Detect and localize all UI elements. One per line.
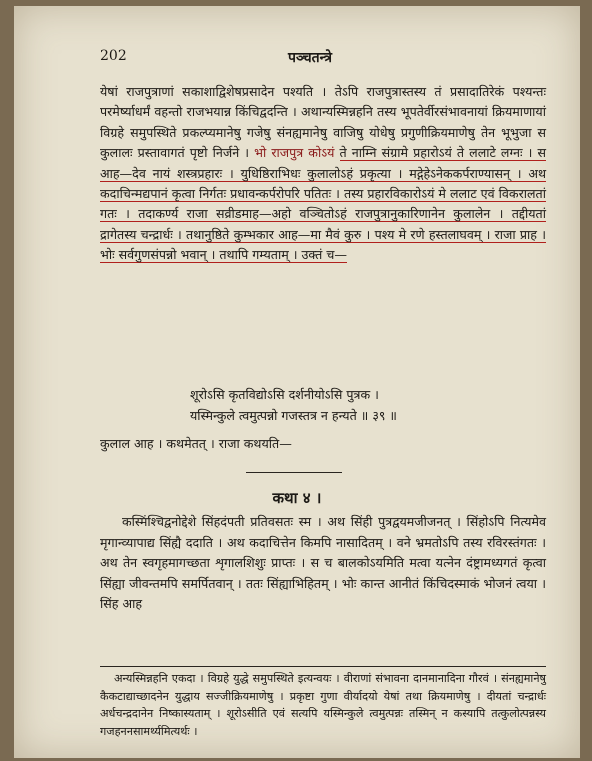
running-title: पञ्चतन्त्रे [288, 50, 332, 66]
main-text [100, 82, 546, 266]
section-divider [246, 472, 342, 473]
footnote-divider [100, 666, 546, 667]
text-segment: येषां राजपुत्राणां सकाशाद्विशेषप्रसादेन पश्यति । तेऽपि राजपुत्रास्तस्य तं प्रसादातिरेकं पश्यन्तः परमेर्ष्याधर्मं वहन्तो राजभयान्न किंचिद्वदन्ति । अथान्यस्मिन्नहनि तस्य भूपतेर्वीरसंभावनायां क्रियमाणायां विग्रहे समुपस्थिते प्रकल्प्यमानेषु गजेषु संनह्यमानेषु वाजिषु योधेषु प्रगुणीक्रियमाणेषु तेन भूभुजा स कुलालः प्रस्तावागतं पृष्टो निर्जने । [100, 84, 546, 161]
verse-line: यस्मिन्कुले त्वमुत्पन्नो गजस्तत्र न हन्यते ॥ ३९ ॥ [190, 408, 397, 423]
verse-line: शूरोऽसि कृतविद्योऽसि दर्शनीयोऽसि पुत्रक । [190, 387, 379, 402]
page-number: 202 [100, 48, 127, 64]
story-text [100, 512, 546, 615]
paragraph [100, 82, 546, 266]
closing-line: कुलाल आह । कथमेतत् । राजा कथयति— [100, 436, 292, 451]
page-header [14, 48, 580, 68]
story-heading: कथा ४ । [272, 489, 322, 507]
footnote-text: अन्यस्मिन्नहनि एकदा । विग्रहे युद्धे समुपस्थिते इत्यन्वयः । वीराणां संभावना दानमानादिना गौरवं । संनह्यमानेषु कैकटाद्याच्छादनेन युद्धाय सज्जीक्रियमाणेषु । प्रकृष्टा गुणा वीर्यादयो येषां तथा क्रियमाणेषु । दीयतां चन्द्रार्धः अर्धचन्द्रदानेन निष्कास्यताम् । शूरोऽसीति एवं सत्यपि यस्मिन्कुले त्वमुत्पन्नः तस्मिन् न कस्यापि तत्कुलोत्पन्नस्य गजहननसामर्थ्यमित्यर्थः । [100, 672, 546, 738]
highlighted-text: भो राजपुत्र कोऽयं [254, 145, 335, 161]
underlined-text: ते नाम्नि संग्रामे प्रहारोऽयं ते ललाटे लग्नः । स आह—देव नायं शस्त्रप्रहारः । युधिष्ठिराभिधः कुलालोऽहं प्रकृत्या । मद्गेहेऽनेककर्पराण्यासन् । अथ कदाचिन्मद्यपानं कृत्वा निर्गतः प्रधावन्कर्परोपरि पतितः । तस्य प्रहारविकारोऽयं मे ललाट एवं विकरालतां गतः । तदाकर्ण्य राजा सव्रीडमाह—अहो वञ्चितोऽहं राजपुत्रानुकारिणानेन कुलालेन । तद्दीयतां द्रागेतस्य चन्द्रार्धः । तथानुष्ठिते कुम्भकार आह—मा मैवं कुरु । पश्य मे रणे हस्तलाघवम् । राजा प्राह । भोः सर्वगुणसंपन्नो भवान् । तथापि गम्यताम् । उक्तं च— [100, 145, 546, 263]
book-page [14, 6, 580, 758]
footnotes [100, 670, 546, 740]
verse-block [190, 384, 550, 426]
paragraph: कस्मिंश्चिद्वनोद्देशे सिंहदंपती प्रतिवसतः स्म । अथ सिंही पुत्रद्वयमजीजनत् । सिंहोऽपि नित्यमेव मृगान्व्यापाद्य सिंह्यै ददाति । अथ कदाचित्तेन किमपि नासादितम् । वने भ्रमतोऽपि तस्य रविरस्तंगतः । अथ तेन स्वगृहमागच्छता शृगालशिशुः प्राप्तः । स च बालकोऽयमिति मत्वा यत्नेन दंष्ट्रामध्यगतं कृत्वा सिंह्या जीवन्तमपि समर्पितवान् । ततः सिंह्याभिहितम् । भोः कान्त आनीतं किंचिदस्माकं भोजनं त्वया । सिंह आह [100, 514, 546, 612]
